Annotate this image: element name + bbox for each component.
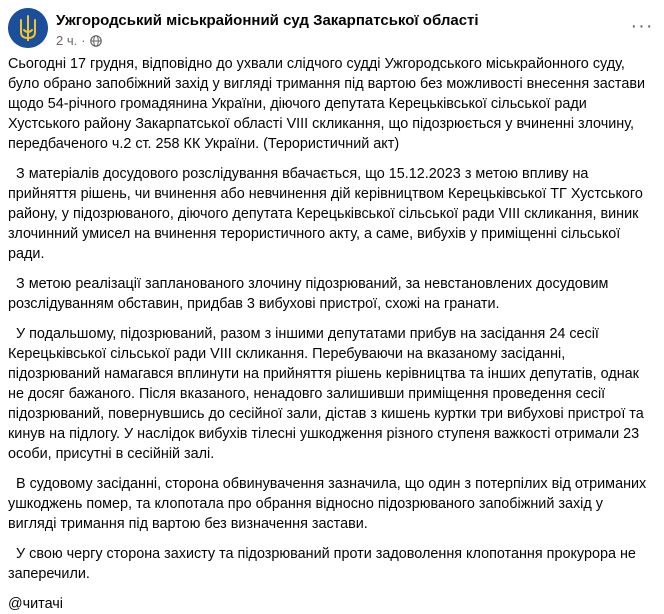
post-paragraph: Сьогодні 17 грудня, відповідно до ухвали слідчого судді Ужгородського міськрайонного суду, було обрано запобіжний захід у вигляді тримання під вартою без можливості внесення застави щодо 54-річного громадянина України, діючого депутата Керецьківської сільської ради Хустського району Закарпатської області VIII скликання, що підозрюється у вчиненні злочину, передбаченого ч.2 ст. 258 КК України. (Терористичний акт) <box>8 56 646 152</box>
post-paragraph: З метою реалізації запланованого злочину підозрюваний, за невстановлених досудовим розслідуванням обставин, придбав 3 вибухові пристрої, схожі на гранати. <box>8 276 609 312</box>
post-paragraph: У свою чергу сторона захисту та підозрюваний проти задоволення клопотання прокурора не заперечили. <box>8 546 636 582</box>
hashtag-link[interactable]: @читачі <box>8 596 63 612</box>
post-time[interactable]: 2 ч. <box>56 33 78 48</box>
post-paragraph: У подальшому, підозрюваний, разом з іншими депутатами прибув на засідання 24 сесії Керецьківської сільської ради VIII скликання. Перебуваючи на вказаному засіданні, підозрюваний намагався вплинути на прийняття рішень керівництва та інших депутатів, однак не досяг бажаного. Після вказаного, ненадовго залишивши приміщення проведення сесії підозрюваний, повернувшись до сесійної зали, дістав з кишень куртки три вибухові пристрої та кинув на підлогу. У наслідок вибухів тілесні ушкодження різного ступеня важкості отримали 23 особи, присутні в сесійній залі. <box>8 326 644 462</box>
post-body <box>8 54 653 614</box>
page-avatar[interactable] <box>8 8 48 48</box>
more-options-icon[interactable]: ··· <box>630 15 654 37</box>
page-name-link[interactable]: Ужгородський міськрайонний суд Закарпатської області <box>56 12 479 29</box>
post-header <box>8 8 656 52</box>
post-paragraph: З матеріалів досудового розслідування вбачається, що 15.12.2023 з метою впливу на прийняття рішень, чи вчинення або невчинення дій керівництвом Керецьківської ТГ Хустського району, у підозрюваного, діючого депутата Керецьківської сільської ради VIII скликання, виник злочинний умисел на вчинення терористичного акту, а саме, вибухів у приміщенні сільської ради. <box>8 166 643 262</box>
globe-icon <box>90 35 102 47</box>
post-paragraph: В судовому засіданні, сторона обвинувачення зазначила, що один з потерпілих від отриманих ушкоджень помер, та клопотала про обрання відносно підозрюваного запобіжний захід у вигляді тримання під вартою без визначення застави. <box>8 476 647 532</box>
post-meta <box>56 33 102 48</box>
trident-emblem-icon <box>8 8 48 48</box>
meta-separator: · <box>81 33 86 48</box>
